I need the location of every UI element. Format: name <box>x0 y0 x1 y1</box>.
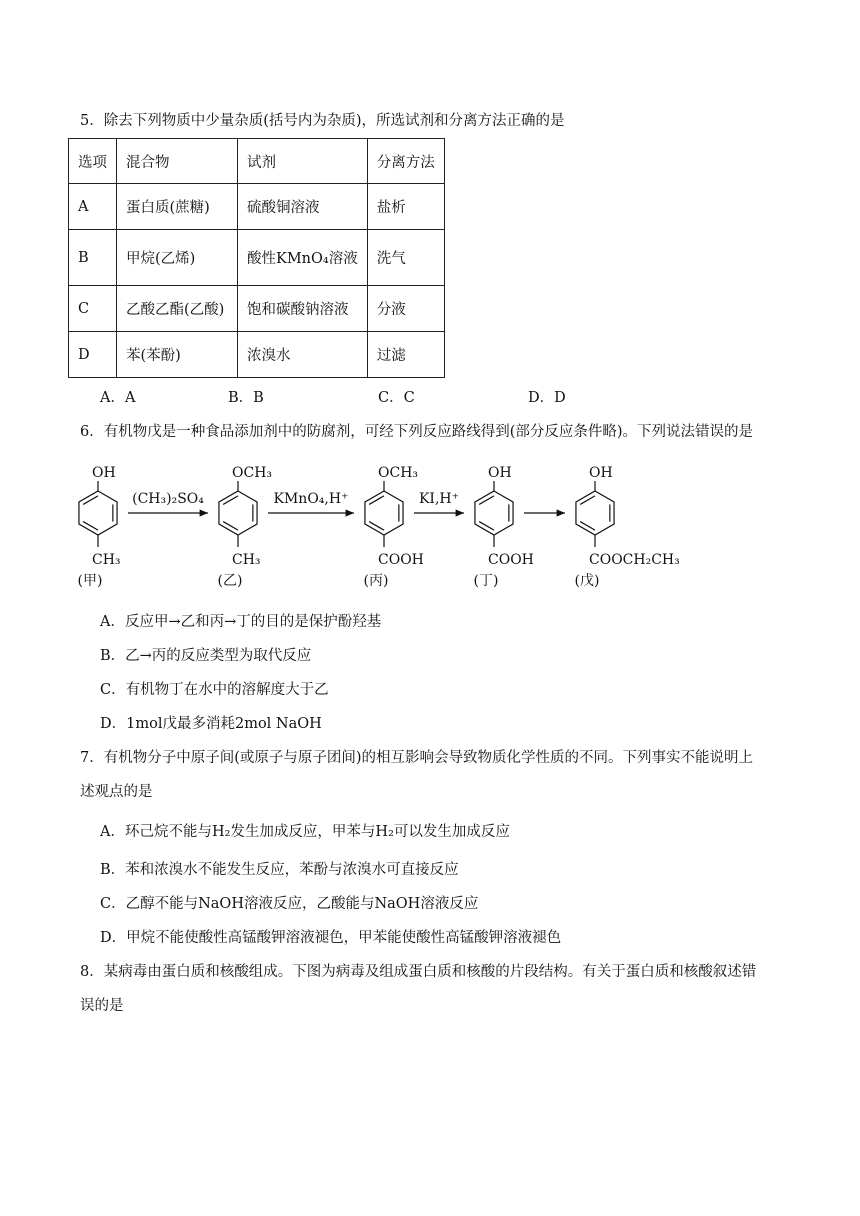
benzene-ring <box>79 491 117 535</box>
bottom-substituent: COOH <box>378 552 424 568</box>
benzene-ring <box>365 491 403 535</box>
q7-option-a: A．环己烷不能与H₂发生加成反应，甲苯与H₂可以发生加成反应 <box>100 824 510 840</box>
double-bond <box>83 496 98 505</box>
q5-choice-c: C．C <box>378 390 415 406</box>
q6-option-b: B．乙→丙的反应类型为取代反应 <box>100 648 312 664</box>
double-bond <box>83 522 98 531</box>
q7-stem-line1: 7．有机物分子中原子间(或原子与原子团间)的相互影响会导致物质化学性质的不同。下列事实不能说明上 <box>80 750 754 766</box>
q6-option-a: A．反应甲→乙和丙→丁的目的是保护酚羟基 <box>100 614 382 630</box>
bottom-substituent: CH₃ <box>92 552 121 568</box>
table-cell: 乙酸乙酯(乙酸) <box>117 286 238 332</box>
benzene-ring <box>219 491 257 535</box>
q6-stem: 6．有机物戊是一种食品添加剂中的防腐剂，可经下列反应路线得到(部分反应条件略)。下列说法错误的是 <box>80 424 754 440</box>
q5-table <box>68 138 445 378</box>
q8-stem-line1: 8．某病毒由蛋白质和核酸组成。下图为病毒及组成蛋白质和核酸的片段结构。有关于蛋白质和核酸叙述错 <box>80 964 757 980</box>
double-bond <box>479 496 494 505</box>
top-substituent: OH <box>488 465 512 481</box>
double-bond <box>223 522 238 531</box>
top-substituent: OH <box>92 465 116 481</box>
table-row <box>69 184 445 230</box>
table-row <box>69 230 445 286</box>
table-cell: 蛋白质(蔗糖) <box>117 184 238 230</box>
q7-option-b: B．苯和浓溴水不能发生反应，苯酚与浓溴水可直接反应 <box>100 862 459 878</box>
q5-choice-b: B．B <box>228 390 264 406</box>
double-bond <box>369 522 384 531</box>
benzene-ring <box>576 491 614 535</box>
bottom-substituent: COOH <box>488 552 534 568</box>
double-bond <box>369 496 384 505</box>
table-cell: B <box>69 230 117 286</box>
compound-label: (甲) <box>77 573 103 589</box>
table-cell: A <box>69 184 117 230</box>
q7-option-d: D．甲烷不能使酸性高锰酸钾溶液褪色，甲苯能使酸性高锰酸钾溶液褪色 <box>100 930 562 946</box>
top-substituent: OCH₃ <box>232 465 273 481</box>
bottom-substituent: CH₃ <box>232 552 261 568</box>
double-bond <box>580 522 595 531</box>
reagent-label: (CH₃)₂SO₄ <box>132 491 204 507</box>
reagent-label: KMnO₄,H⁺ <box>273 491 349 507</box>
table-cell: 苯(苯酚) <box>117 332 238 378</box>
q6-option-c: C．有机物丁在水中的溶解度大于乙 <box>100 682 329 698</box>
table-cell: 浓溴水 <box>238 332 368 378</box>
table-cell: 洗气 <box>367 230 444 286</box>
table-row <box>69 286 445 332</box>
q7-stem-line2: 述观点的是 <box>80 784 153 800</box>
q5-choice-d: D．D <box>528 390 566 406</box>
table-cell: C <box>69 286 117 332</box>
table-cell: D <box>69 332 117 378</box>
q5-stem: 5．除去下列物质中少量杂质(括号内为杂质)，所选试剂和分离方法正确的是 <box>80 113 565 129</box>
top-substituent: OCH₃ <box>378 465 419 481</box>
table-cell: 甲烷(乙烯) <box>117 230 238 286</box>
double-bond <box>223 496 238 505</box>
table-cell: 过滤 <box>367 332 444 378</box>
q7-option-c: C．乙醇不能与NaOH溶液反应，乙酸能与NaOH溶液反应 <box>100 896 479 912</box>
double-bond <box>479 522 494 531</box>
table-cell: 盐析 <box>367 184 444 230</box>
reagent-label: KI,H⁺ <box>418 491 460 507</box>
top-substituent: OH <box>589 465 613 481</box>
table-header-cell: 混合物 <box>117 139 238 184</box>
compound-label: (丁) <box>473 573 499 589</box>
table-cell: 硫酸铜溶液 <box>238 184 368 230</box>
q6-option-d: D．1mol戊最多消耗2mol NaOH <box>100 716 322 732</box>
table-cell: 分液 <box>367 286 444 332</box>
q5-choice-a: A．A <box>100 390 136 406</box>
bottom-substituent: COOCH₂CH₃ <box>589 552 680 568</box>
table-header-row <box>69 139 445 184</box>
table-row <box>69 332 445 378</box>
compound-label: (戊) <box>574 573 600 589</box>
table-header-cell: 选项 <box>69 139 117 184</box>
reaction-scheme <box>0 440 860 600</box>
table-cell: 酸性KMnO₄溶液 <box>238 230 368 286</box>
table-header-cell: 分离方法 <box>367 139 444 184</box>
compound-label: (乙) <box>217 573 243 589</box>
q8-stem-line2: 误的是 <box>80 998 124 1014</box>
compound-label: (丙) <box>363 573 389 589</box>
table-cell: 饱和碳酸钠溶液 <box>238 286 368 332</box>
table-header-cell: 试剂 <box>238 139 368 184</box>
double-bond <box>580 496 595 505</box>
benzene-ring <box>475 491 513 535</box>
